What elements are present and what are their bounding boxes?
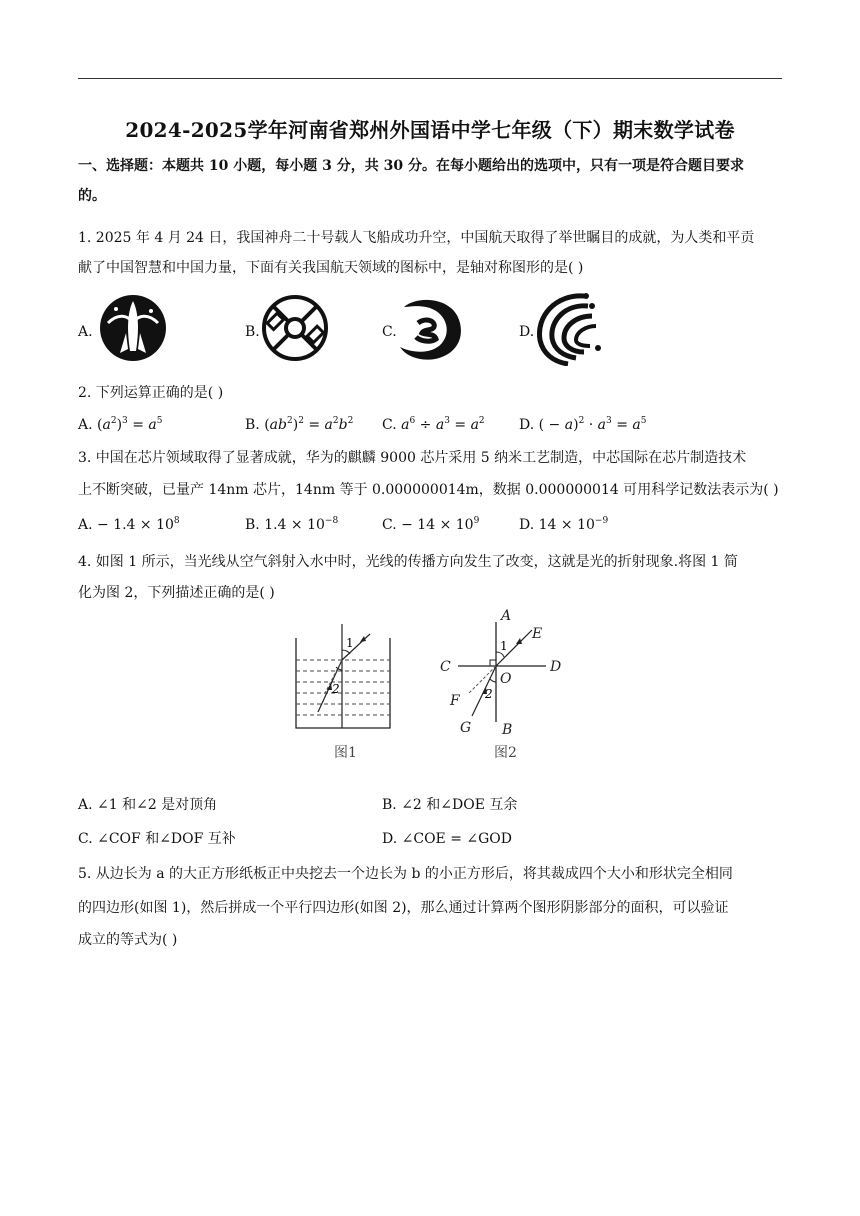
fig2-angle-2: 2 xyxy=(485,687,493,701)
q1-option-c-label: C. xyxy=(382,324,397,340)
q3-option-a-expr: − $1.4 \times 10^8$ xyxy=(97,516,180,533)
fig2-point-a: A xyxy=(501,608,512,624)
q3-option-d-expr: $14 \times 10^{-9}$ xyxy=(538,516,609,533)
section-heading: 一、选择题：本题共 10 小题，每小题 3 分，共 30 分。在每小题给出的选项中，只有一项是符合题目要求 xyxy=(78,158,744,174)
fig2-point-g: G xyxy=(460,720,472,736)
q3-option-b-label: B. xyxy=(245,517,260,533)
q2-stem: 2. 下列运算正确的是( ) xyxy=(78,385,224,401)
q2-option-a xyxy=(78,415,163,435)
q1-stem-cont: 献了中国智慧和中国力量，下面有关我国航天领域的图标中，是轴对称图形的是( ) xyxy=(78,260,584,276)
q3-option-a xyxy=(78,515,180,535)
q3-option-c xyxy=(382,515,479,535)
section-heading-cont: 的。 xyxy=(78,188,106,204)
q5-stem-cont-2: 成立的等式为( ) xyxy=(78,932,178,948)
orbit-logo-icon xyxy=(534,290,604,366)
fig2-point-f: F xyxy=(450,693,460,709)
figure-2-diagram xyxy=(430,604,580,744)
q3-option-c-label: C. xyxy=(382,517,397,533)
fig2-angle-1: 1 xyxy=(500,639,508,653)
brush-logo-icon xyxy=(396,293,468,365)
q3-option-c-expr: − $14 \times 10^9$ xyxy=(401,516,480,533)
rocket-logo-icon xyxy=(98,293,168,363)
q2-option-d-label: D. xyxy=(519,417,535,433)
fig2-point-c: C xyxy=(440,659,451,675)
q2-option-b xyxy=(245,415,353,435)
q2-option-d-expr: ( − $a)^2 \cdot a^3 = a^5$ xyxy=(538,416,647,433)
q1-stem: 1. 2025 年 4 月 24 日，我国神舟二十号载人飞船成功升空，中国航天取得了举世瞩目的成就，为人类和平贡 xyxy=(78,230,755,246)
q4-option-b: B. ∠2 和∠DOE 互余 xyxy=(382,797,518,813)
q4-option-c: C. ∠COF 和∠DOF 互补 xyxy=(78,831,236,847)
page-title: 2024-2025学年河南省郑州外国语中学七年级（下）期末数学试卷 xyxy=(125,118,735,142)
q2-option-b-expr: $(ab^2)^2 = a^2b^2$ xyxy=(264,416,354,433)
q2-option-d xyxy=(519,415,646,435)
figure-2-caption: 图2 xyxy=(494,745,517,761)
fig2-point-o: O xyxy=(500,671,512,687)
q5-stem: 5. 从边长为 a 的大正方形纸板正中央挖去一个边长为 b 的小正方形后，将其裁成四个大小和形状完全相同 xyxy=(78,866,733,882)
q3-option-d-label: D. xyxy=(519,517,535,533)
q3-option-b xyxy=(245,515,338,535)
fig2-point-e: E xyxy=(532,626,543,642)
q3-option-b-expr: $1.4 \times 10^{-8}$ xyxy=(264,516,339,533)
fig2-point-b: B xyxy=(502,722,513,738)
q2-option-c xyxy=(382,415,485,435)
q1-option-d-label: D. xyxy=(519,324,535,340)
q3-stem-cont: 上不断突破，已量产 14nm 芯片，14nm 等于 0.000000014m，数据 0.000000014 可用科学记数法表示为( ) xyxy=(78,482,779,498)
q2-option-a-expr: $(a^2)^3 = a^5$ xyxy=(97,416,163,433)
q5-stem-cont: 的四边形(如图 1)，然后拼成一个平行四边形(如图 2)，那么通过计算两个图形阴影部分的面积，可以验证 xyxy=(78,900,729,916)
q2-option-c-label: C. xyxy=(382,417,397,433)
q2-option-b-label: B. xyxy=(245,417,260,433)
q1-option-b-label: B. xyxy=(245,324,260,340)
q2-option-a-label: A. xyxy=(78,417,93,433)
q4-option-a: A. ∠1 和∠2 是对顶角 xyxy=(78,797,218,813)
q3-option-a-label: A. xyxy=(78,517,93,533)
q4-stem: 4. 如图 1 所示，当光线从空气斜射入水中时，光线的传播方向发生了改变，这就是光的折射现象.将图 1 简 xyxy=(78,554,738,570)
fig2-point-d: D xyxy=(550,659,562,675)
q2-option-c-expr: $a^6 \div a^3 = a^2$ xyxy=(401,416,485,433)
q3-stem: 3. 中国在芯片领域取得了显著成就，华为的麒麟 9000 芯片采用 5 纳米工艺制造，中芯国际在芯片制造技术 xyxy=(78,450,747,466)
header-rule xyxy=(78,78,782,79)
q1-option-a-label: A. xyxy=(78,324,93,340)
figure-1-beaker xyxy=(290,620,400,740)
q4-option-d: D. ∠COE = ∠GOD xyxy=(382,831,513,847)
fig1-angle-2: 2 xyxy=(332,682,340,696)
fig1-angle-1: 1 xyxy=(346,636,354,650)
q3-option-d xyxy=(519,515,608,535)
figure-1-caption: 图1 xyxy=(334,745,357,761)
satellite-logo-icon xyxy=(260,293,330,363)
q4-stem-cont: 化为图 2，下列描述正确的是( ) xyxy=(78,585,275,601)
